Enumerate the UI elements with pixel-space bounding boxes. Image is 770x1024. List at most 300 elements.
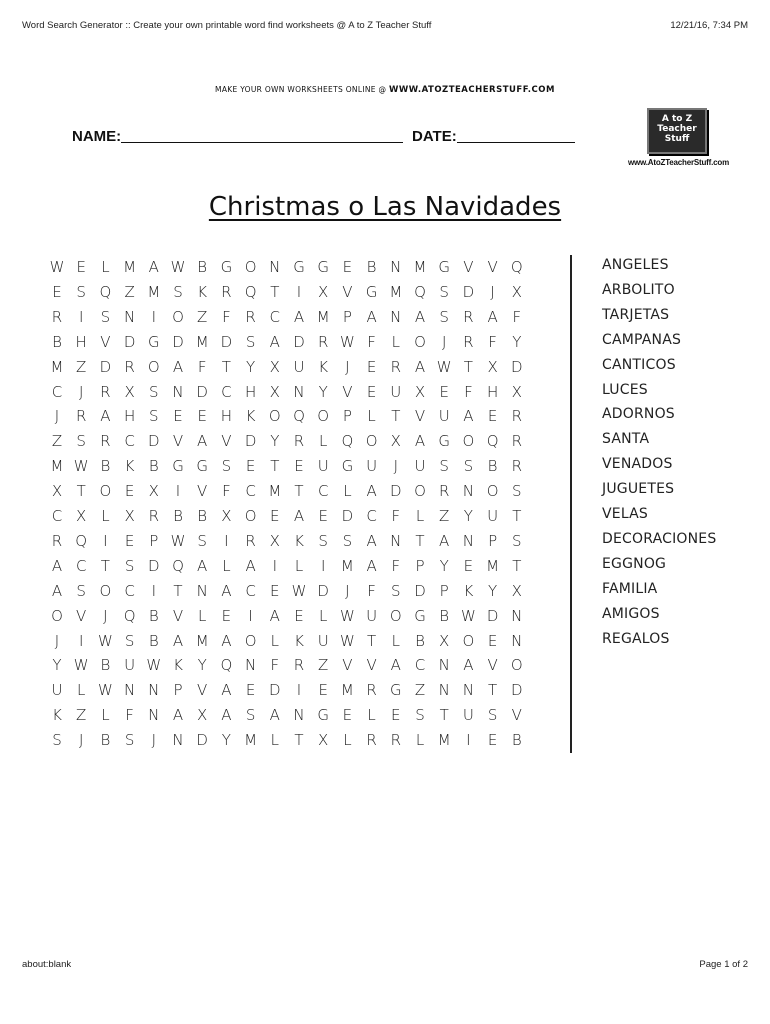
grid-row — [46, 333, 566, 358]
grid-row — [46, 681, 566, 706]
grid-cell: D — [511, 681, 523, 700]
grid-cell: M — [437, 731, 451, 750]
grid-cell: A — [366, 307, 377, 326]
grid-cell: V — [414, 407, 426, 426]
grid-cell: R — [245, 531, 256, 550]
grid-cell: A — [366, 482, 377, 501]
grid-cell: V — [487, 258, 498, 276]
grid-cell: L — [415, 731, 425, 750]
grid-cell: P — [488, 531, 498, 550]
grid-cell: L — [319, 432, 328, 451]
word-list-item: DECORACIONES — [602, 530, 717, 547]
grid-cell: S — [391, 581, 401, 600]
date-field — [412, 128, 575, 145]
grid-cell: U — [462, 706, 474, 725]
grid-cell: G — [172, 457, 184, 476]
grid-cell: T — [415, 531, 425, 550]
grid-cell: E — [366, 382, 377, 401]
grid-cell: A — [366, 556, 377, 575]
grid-cell: C — [366, 507, 377, 525]
grid-cell: G — [220, 258, 233, 276]
grid-cell: N — [462, 531, 474, 550]
grid-cell: S — [487, 706, 498, 725]
grid-cell: M — [340, 556, 354, 575]
grid-row — [46, 656, 566, 681]
grid-cell: G — [438, 432, 450, 451]
grid-cell: C — [414, 656, 426, 675]
grid-row — [46, 731, 566, 756]
word-list-item: ADORNOS — [602, 406, 675, 423]
grid-cell: X — [51, 482, 63, 501]
grid-cell: O — [99, 482, 112, 501]
grid-cell: Y — [52, 656, 62, 675]
grid-cell: X — [390, 432, 401, 451]
grid-cell: N — [462, 681, 474, 700]
grid-cell: B — [148, 606, 159, 625]
grid-cell: I — [78, 307, 84, 326]
grid-cell: L — [270, 631, 279, 650]
print-timestamp: 12/21/16, 7:34 PM — [670, 20, 748, 31]
grid-cell: E — [366, 357, 377, 376]
grid-cell: E — [52, 282, 62, 301]
grid-cell: V — [197, 482, 208, 501]
word-list-item: CAMPANAS — [602, 331, 682, 348]
grid-cell: X — [221, 507, 232, 525]
grid-cell: E — [487, 731, 498, 750]
grid-cell: V — [172, 606, 184, 625]
grid-cell: K — [294, 631, 304, 650]
grid-cell: T — [221, 357, 231, 376]
grid-cell: P — [415, 556, 425, 575]
grid-cell: B — [148, 631, 159, 650]
grid-cell: A — [245, 556, 256, 575]
grid-cell: R — [511, 407, 523, 426]
grid-cell: X — [318, 731, 329, 750]
grid-cell: W — [146, 656, 162, 675]
grid-cell: V — [366, 656, 377, 675]
grid-cell: T — [270, 457, 280, 476]
grid-cell: D — [317, 581, 329, 600]
grid-cell: N — [390, 531, 402, 550]
grid-cell: L — [222, 556, 231, 575]
grid-cell: X — [414, 382, 426, 401]
grid-cell: J — [78, 382, 84, 401]
grid-cell: Z — [439, 507, 450, 525]
grid-cell: Q — [123, 606, 136, 625]
grid-cell: X — [76, 507, 87, 525]
grid-cell: S — [124, 731, 135, 750]
grid-cell: E — [342, 258, 353, 276]
grid-cell: K — [463, 581, 474, 600]
grid-cell: J — [393, 457, 399, 476]
grid-cell: W — [170, 258, 186, 276]
grid-cell: E — [76, 258, 86, 276]
grid-cell: Q — [341, 432, 354, 451]
grid-cell: X — [318, 282, 329, 301]
grid-cell: I — [224, 531, 229, 550]
grid-cell: S — [221, 457, 232, 476]
grid-cell: N — [462, 482, 474, 501]
grid-cell: D — [341, 507, 354, 525]
grid-cell: N — [123, 307, 136, 326]
grid-cell: V — [100, 332, 111, 351]
grid-cell: K — [318, 357, 329, 376]
grid-cell: R — [100, 382, 111, 401]
grid-cell: R — [51, 307, 63, 326]
grid-cell: F — [222, 482, 231, 501]
grid-cell: I — [296, 282, 302, 301]
print-footer — [22, 959, 748, 973]
grid-cell: X — [269, 357, 280, 376]
grid-cell: E — [270, 581, 280, 600]
grid-cell: D — [123, 332, 136, 351]
grid-cell: E — [124, 482, 135, 501]
grid-cell: R — [293, 432, 305, 451]
grid-cell: A — [100, 407, 111, 426]
grid-cell: Z — [414, 681, 426, 700]
grid-cell: K — [52, 706, 62, 725]
promo-site: WWW.ATOZTEACHERSTUFF.COM — [388, 85, 555, 95]
grid-cell: J — [441, 332, 447, 351]
grid-cell: G — [341, 457, 354, 476]
grid-cell: D — [390, 482, 402, 501]
grid-cell: N — [293, 382, 305, 401]
grid-cell: N — [293, 706, 305, 725]
grid-cell: N — [148, 706, 160, 725]
grid-cell: I — [320, 556, 326, 575]
grid-cell: X — [439, 631, 450, 650]
grid-cell: B — [511, 731, 522, 750]
grid-cell: R — [438, 482, 450, 501]
grid-row — [46, 358, 566, 383]
grid-cell: O — [268, 407, 281, 426]
grid-cell: R — [366, 731, 377, 750]
grid-cell: V — [342, 382, 353, 401]
grid-cell: Y — [246, 357, 256, 376]
grid-cell: L — [77, 681, 86, 700]
grid-cell: L — [294, 556, 304, 575]
grid-cell: S — [245, 332, 256, 351]
grid-cell: X — [269, 531, 280, 550]
grid-cell: W — [339, 631, 355, 650]
grid-cell: Z — [76, 357, 87, 376]
grid-cell: E — [245, 681, 256, 700]
grid-cell: I — [78, 631, 84, 650]
grid-cell: T — [294, 731, 304, 750]
grid-cell: X — [124, 382, 135, 401]
logo-line-1: A to Z — [661, 114, 693, 124]
grid-cell: B — [173, 507, 183, 525]
print-url: about:blank — [22, 959, 72, 970]
grid-cell: Y — [221, 731, 231, 750]
grid-cell: C — [75, 556, 87, 575]
grid-cell: A — [221, 581, 232, 600]
grid-cell: T — [488, 681, 498, 700]
grid-cell: N — [123, 681, 136, 700]
grid-cell: S — [100, 307, 111, 326]
grid-cell: S — [512, 531, 522, 550]
grid-cell: N — [390, 258, 402, 276]
grid-cell: B — [366, 258, 377, 276]
grid-cell: U — [293, 357, 305, 376]
grid-cell: G — [365, 282, 378, 301]
grid-cell: T — [367, 631, 377, 650]
grid-cell: S — [415, 706, 425, 725]
grid-cell: E — [294, 606, 304, 625]
grid-cell: D — [220, 332, 233, 351]
grid-cell: E — [391, 706, 401, 725]
grid-cell: W — [460, 606, 476, 625]
grid-cell: C — [221, 382, 232, 401]
grid-cell: E — [124, 531, 135, 550]
grid-cell: S — [439, 307, 449, 326]
grid-cell: M — [413, 258, 427, 276]
grid-cell: S — [76, 432, 86, 451]
grid-cell: S — [149, 407, 159, 426]
grid-cell: N — [244, 656, 257, 675]
grid-cell: T — [173, 581, 183, 600]
grid-cell: E — [487, 407, 498, 426]
grid-cell: I — [272, 556, 278, 575]
date-blank-line — [457, 129, 575, 143]
worksheet-title-text: Christmas o Las Navidades — [208, 192, 562, 222]
name-label: NAME: — [72, 128, 122, 145]
grid-cell: X — [197, 706, 208, 725]
grid-cell: Y — [512, 332, 522, 351]
grid-cell: G — [317, 706, 329, 725]
grid-cell: A — [148, 258, 159, 276]
grid-cell: Q — [220, 656, 233, 675]
grid-cell: D — [486, 606, 499, 625]
grid-cell: A — [293, 307, 305, 326]
grid-cell: V — [76, 606, 87, 625]
grid-cell: Q — [244, 282, 257, 301]
grid-cell: B — [415, 631, 425, 650]
grid-cell: S — [512, 482, 522, 501]
word-list-item: ANGELES — [602, 257, 669, 273]
grid-cell: E — [463, 556, 474, 575]
grid-cell: R — [390, 357, 402, 376]
grid-cell: F — [512, 307, 522, 326]
grid-cell: C — [245, 482, 256, 501]
word-list-item: VELAS — [602, 506, 649, 522]
grid-cell: B — [487, 457, 498, 476]
grid-cell: W — [49, 258, 65, 276]
grid-cell: N — [390, 307, 402, 326]
grid-cell: C — [269, 307, 281, 326]
grid-cell: I — [151, 307, 157, 326]
grid-cell: Y — [488, 581, 498, 600]
grid-cell: A — [221, 681, 232, 700]
grid-cell: H — [220, 407, 233, 426]
grid-cell: K — [173, 656, 183, 675]
grid-cell: L — [415, 507, 425, 525]
grid-cell: T — [463, 357, 473, 376]
grid-cell: O — [51, 606, 63, 625]
grid-cell: A — [172, 631, 184, 650]
grid-cell: C — [245, 581, 256, 600]
grid-cell: A — [487, 307, 498, 326]
grid-cell: C — [51, 382, 63, 401]
grid-cell: V — [342, 656, 353, 675]
grid-cell: M — [486, 556, 500, 575]
grid-cell: X — [124, 507, 135, 525]
grid-cell: G — [196, 457, 208, 476]
word-list-item: TARJETAS — [602, 306, 670, 323]
grid-row — [46, 283, 566, 308]
grid-cell: U — [414, 457, 426, 476]
promo-text: MAKE YOUR OWN WORKSHEETS ONLINE @ — [215, 85, 389, 94]
grid-cell: S — [76, 581, 86, 600]
grid-row — [46, 258, 566, 283]
grid-cell: I — [466, 731, 471, 750]
grid-cell: A — [197, 556, 208, 575]
grid-cell: L — [367, 407, 376, 426]
grid-cell: S — [245, 706, 256, 725]
grid-cell: H — [75, 332, 87, 351]
grid-cell: A — [269, 706, 280, 725]
grid-cell: G — [438, 258, 450, 276]
grid-cell: S — [173, 282, 183, 301]
grid-cell: M — [389, 282, 403, 301]
grid-cell: N — [438, 681, 450, 700]
grid-cell: D — [99, 357, 112, 376]
grid-cell: I — [175, 482, 181, 501]
name-blank-line — [121, 129, 403, 143]
grid-row — [46, 457, 566, 482]
grid-cell: F — [464, 382, 473, 401]
grid-cell: D — [511, 357, 523, 376]
grid-cell: G — [293, 258, 305, 276]
grid-cell: E — [270, 507, 280, 525]
grid-cell: U — [487, 507, 499, 525]
grid-cell: R — [366, 681, 377, 700]
grid-cell: L — [198, 606, 207, 625]
word-list-item: SANTA — [602, 431, 650, 448]
grid-cell: J — [54, 407, 60, 426]
grid-cell: D — [244, 432, 257, 451]
grid-cell: S — [52, 731, 62, 750]
grid-cell: D — [196, 731, 208, 750]
grid-cell: N — [172, 731, 184, 750]
grid-cell: A — [51, 581, 63, 600]
grid-cell: E — [342, 706, 353, 725]
grid-cell: C — [124, 581, 135, 600]
word-list-item: FAMILIA — [602, 580, 658, 597]
date-label: DATE: — [412, 128, 457, 145]
grid-row — [46, 607, 566, 632]
grid-cell: H — [486, 382, 499, 401]
grid-cell: T — [391, 407, 401, 426]
grid-cell: L — [343, 482, 352, 501]
grid-cell: O — [510, 656, 523, 675]
grid-cell: B — [100, 731, 111, 750]
grid-cell: W — [436, 357, 452, 376]
grid-cell: O — [147, 357, 160, 376]
grid-cell: F — [367, 581, 376, 600]
grid-cell: G — [414, 606, 426, 625]
grid-cell: N — [438, 656, 450, 675]
grid-cell: C — [124, 432, 135, 451]
grid-cell: K — [294, 531, 304, 550]
grid-cell: L — [101, 706, 110, 725]
grid-cell: L — [101, 258, 110, 276]
grid-cell: A — [51, 556, 63, 575]
grid-cell: M — [50, 457, 64, 476]
grid-cell: B — [100, 457, 111, 476]
grid-cell: E — [294, 457, 304, 476]
word-list-item: VENADOS — [602, 456, 673, 473]
grid-cell: U — [390, 382, 402, 401]
grid-cell: B — [197, 507, 208, 525]
grid-cell: T — [76, 482, 86, 501]
grid-cell: J — [490, 282, 495, 301]
grid-cell: T — [512, 507, 522, 525]
grid-cell: B — [148, 457, 159, 476]
grid-cell: T — [294, 482, 304, 501]
grid-cell: F — [125, 706, 134, 725]
grid-cell: X — [148, 482, 159, 501]
grid-row — [46, 432, 566, 457]
grid-cell: U — [51, 681, 63, 700]
grid-row — [46, 407, 566, 432]
grid-cell: F — [391, 507, 401, 525]
grid-cell: Z — [76, 706, 87, 725]
grid-cell: G — [389, 681, 402, 700]
grid-cell: B — [52, 332, 62, 351]
grid-cell: E — [245, 457, 256, 476]
word-list-item: AMIGOS — [602, 605, 660, 622]
grid-cell: W — [73, 457, 89, 476]
word-list-item: CANTICOS — [602, 356, 676, 373]
grid-cell: G — [147, 332, 160, 351]
grid-cell: O — [389, 606, 402, 625]
print-page-title: Word Search Generator :: Create your own printable word find worksheets @ A to Z Teacher Stuff — [22, 20, 432, 31]
grid-cell: P — [173, 681, 183, 700]
grid-cell: D — [462, 282, 475, 301]
word-list-item: ARBOLITO — [602, 281, 675, 298]
grid-row — [46, 308, 566, 333]
grid-cell: W — [73, 656, 89, 675]
grid-cell: M — [195, 332, 209, 351]
grid-cell: U — [438, 407, 450, 426]
grid-cell: J — [103, 606, 108, 625]
grid-cell: V — [511, 706, 522, 725]
grid-cell: E — [439, 382, 449, 401]
grid-cell: Y — [439, 556, 449, 575]
grid-cell: Q — [414, 282, 426, 301]
grid-cell: E — [173, 407, 183, 426]
grid-cell: W — [291, 581, 307, 600]
column-divider — [570, 255, 572, 753]
grid-cell: K — [197, 282, 208, 301]
grid-cell: Q — [75, 531, 88, 550]
grid-cell: O — [414, 482, 426, 501]
grid-cell: F — [391, 556, 401, 575]
grid-cell: I — [103, 531, 108, 550]
name-field — [72, 128, 403, 145]
grid-cell: A — [414, 357, 426, 376]
grid-cell: R — [51, 531, 63, 550]
grid-cell: O — [244, 507, 257, 525]
grid-cell: N — [196, 581, 208, 600]
grid-cell: I — [151, 581, 157, 600]
grid-cell: A — [269, 332, 280, 351]
grid-cell: A — [172, 357, 184, 376]
grid-cell: O — [99, 581, 112, 600]
grid-cell: A — [463, 407, 474, 426]
grid-cell: A — [390, 656, 401, 675]
